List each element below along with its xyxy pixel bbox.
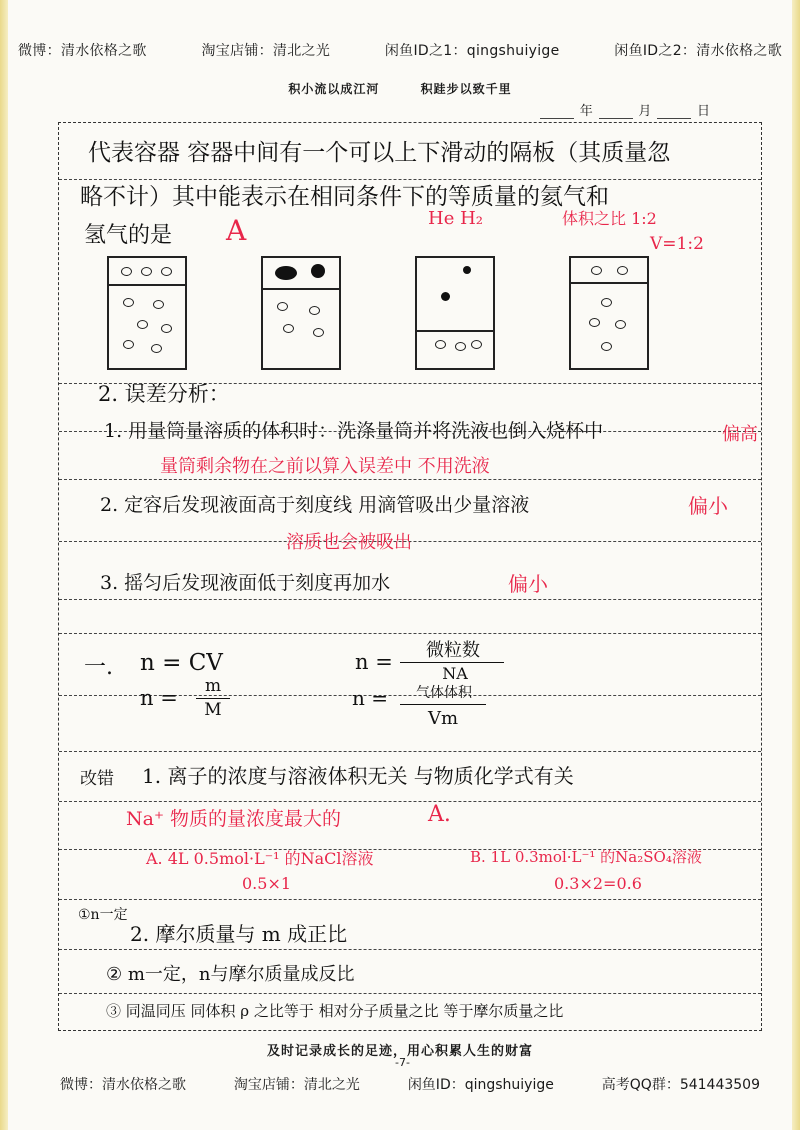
- gas-molecule: [463, 266, 471, 274]
- formula-n-particles-label: n =: [355, 650, 393, 674]
- gas-molecule: [123, 298, 134, 307]
- q1-ratio: 体积之比 1:2: [562, 209, 657, 228]
- error-item-2: 2. 定容后发现液面高于刻度线 用滴管吸出少量溶液: [100, 494, 530, 516]
- gas-molecule: [601, 342, 612, 351]
- footer-qq: 高考QQ群：541443509: [601, 1077, 760, 1093]
- rule-item-3: ② m一定，n与摩尔质量成反比: [106, 964, 355, 985]
- rule-line: [59, 801, 761, 802]
- motto-right: 积跬步以致千里: [420, 82, 512, 96]
- error-item-1: 1. 用量筒量溶质的体积时：洗涤量筒并将洗液也倒入烧杯中: [104, 420, 604, 442]
- formula-n-cv: n = CV: [140, 650, 223, 676]
- error-item-3-tag: 偏小: [508, 572, 548, 596]
- formula-n-m-denominator: M: [204, 700, 222, 720]
- gas-molecule: [441, 292, 450, 301]
- fraction-bar: [196, 698, 230, 699]
- page-edge-right: [792, 0, 800, 1130]
- option-b: B. 1L 0.3mol·L⁻¹ 的Na₂SO₄溶液: [470, 848, 702, 866]
- month-blank: [599, 100, 633, 119]
- gas-molecule: [455, 342, 466, 351]
- rule-item-4: ③ 同温同压 同体积 ρ 之比等于 相对分子质量之比 等于摩尔质量之比: [106, 1002, 564, 1020]
- formula-n-volume-label: n =: [352, 686, 388, 710]
- partition: [263, 288, 339, 290]
- error-analysis-title: 2. 误差分析：: [98, 382, 230, 406]
- error-item-1-tag: 偏高: [722, 424, 758, 445]
- gas-molecule: [311, 264, 325, 278]
- q1-answer: A: [226, 214, 247, 247]
- header-xianyu-1: 闲鱼ID之1：qingshuiyige: [384, 43, 560, 59]
- page-number: -7-: [395, 1056, 410, 1069]
- footer-taobao: 淘宝店铺：清北之光: [233, 1077, 360, 1093]
- q1-volume-ratio: V=1:2: [650, 234, 704, 254]
- gas-molecule: [121, 267, 132, 276]
- error-item-2-note: 溶质也会被吸出: [286, 532, 412, 553]
- header-taobao: 淘宝店铺：清北之光: [201, 43, 331, 59]
- q1-line-3: 氢气的是: [84, 223, 173, 248]
- gas-molecule: [275, 266, 297, 280]
- gas-molecule: [617, 266, 628, 275]
- gas-molecule: [161, 267, 172, 276]
- partition: [109, 284, 185, 286]
- footer-weibo: 微博：清水依格之歌: [60, 1077, 186, 1093]
- gas-molecule: [435, 340, 446, 349]
- gas-molecule: [591, 266, 602, 275]
- fraction-bar: [400, 704, 486, 705]
- header-xianyu-2: 闲鱼ID之2：清水依格之歌: [614, 43, 782, 59]
- q1-line-1: 代表容器 容器中间有一个可以上下滑动的隔板（其质量忽: [88, 140, 671, 166]
- rule-line: [59, 993, 761, 994]
- rule-line: [59, 751, 761, 752]
- footer-xianyu: 闲鱼ID：qingshuiyige: [407, 1077, 554, 1093]
- formula-n-m-numerator: m: [204, 676, 222, 696]
- rule-line: [59, 479, 761, 480]
- gas-molecule: [141, 267, 152, 276]
- page-footer: [60, 1074, 760, 1094]
- gas-molecule: [151, 344, 162, 353]
- container-a: [107, 256, 187, 370]
- na-answer: A.: [428, 802, 451, 827]
- gas-molecule: [589, 318, 600, 327]
- year-blank: [540, 100, 574, 119]
- q1-gas-labels: He H₂: [428, 208, 483, 229]
- gas-molecule: [615, 320, 626, 329]
- formula-n-volume-denominator: Vm: [427, 708, 459, 729]
- partition: [571, 282, 647, 284]
- gas-molecule: [309, 306, 320, 315]
- page-header: [18, 40, 782, 60]
- gas-molecule: [283, 324, 294, 333]
- option-a: A. 4L 0.5mol·L⁻¹ 的NaCl溶液: [146, 849, 374, 868]
- gas-molecule: [601, 298, 612, 307]
- motto: [0, 80, 800, 97]
- gas-molecule: [277, 302, 288, 311]
- gas-molecule: [137, 320, 148, 329]
- partition: [417, 330, 493, 332]
- formula-n-particles-denominator: NA: [442, 664, 468, 683]
- container-diagrams: [105, 256, 760, 376]
- formula-section-label: 一.: [84, 655, 113, 680]
- calc-b: 0.3×2=0.6: [554, 874, 642, 893]
- correction-item-1: 1. 离子的浓度与溶液体积无关 与物质化学式有关: [142, 764, 574, 788]
- container-d: [569, 256, 649, 370]
- na-question: Na⁺ 物质的量浓度最大的: [126, 808, 342, 830]
- motto-left: 积小流以成江河: [288, 82, 380, 96]
- rule-line: [59, 633, 761, 634]
- container-c: [415, 256, 495, 370]
- container-b: [261, 256, 341, 370]
- rule-line: [59, 899, 761, 900]
- error-item-1-note: 量筒剩余物在之前以算入误差中 不用洗液: [160, 456, 490, 477]
- calc-a: 0.5×1: [242, 874, 292, 893]
- month-label: 月: [638, 104, 652, 119]
- rule-circle-1: ①n一定: [78, 907, 128, 923]
- gas-molecule: [153, 300, 164, 309]
- footer-slogan: 及时记录成长的足迹，用心积累人生的财富: [266, 1044, 533, 1059]
- rule-line: [59, 949, 761, 950]
- year-label: 年: [579, 104, 593, 119]
- error-item-2-tag: 偏小: [688, 494, 728, 518]
- formula-n-m-label: n =: [140, 686, 178, 710]
- gas-molecule: [313, 328, 324, 337]
- rule-line: [59, 599, 761, 600]
- formula-n-volume-numerator: 气体体积: [416, 685, 472, 701]
- gas-molecule: [161, 324, 172, 333]
- gas-molecule: [471, 340, 482, 349]
- gas-molecule: [123, 340, 134, 349]
- correction-label: 改错: [80, 769, 114, 789]
- fraction-bar: [400, 662, 504, 663]
- formula-n-particles-numerator: 微粒数: [426, 640, 480, 661]
- day-blank: [657, 100, 691, 119]
- day-label: 日: [696, 104, 710, 119]
- header-weibo: 微博：清水依格之歌: [18, 43, 147, 59]
- date-line: [540, 100, 710, 119]
- q1-line-2: 略不计）其中能表示在相同条件下的等质量的氦气和: [80, 184, 609, 210]
- rule-item-2: 2. 摩尔质量与 m 成正比: [130, 922, 348, 946]
- error-item-3: 3. 摇匀后发现液面低于刻度再加水: [100, 572, 391, 594]
- page-edge-left: [0, 0, 8, 1130]
